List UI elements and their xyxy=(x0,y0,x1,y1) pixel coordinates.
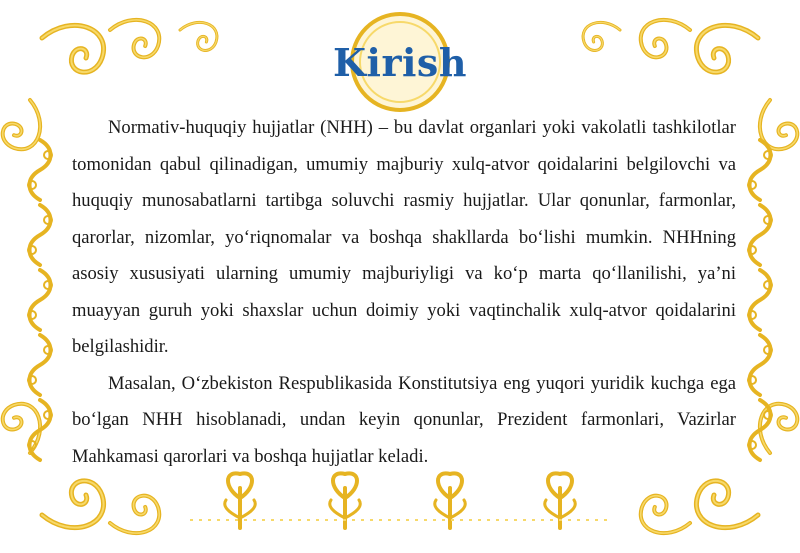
page-title: Kirish xyxy=(333,40,467,85)
body-text xyxy=(72,110,736,475)
paragraph-2: Masalan, O‘zbekiston Respublikasida Konstitutsiya eng yuqori yuridik kuchga ega bo‘lgan NHH hisoblanadi, undan keyin qonunlar, Prezident farmonlari, Vazirlar Mahkamasi qarorlari va boshqa hujjatlar keladi. xyxy=(72,372,736,467)
side-vine-right xyxy=(748,140,772,460)
bottom-flower-row xyxy=(190,473,610,528)
paragraph-1: Normativ-huquqiy hujjatlar (NHH) – bu davlat organlari yoki vakolatli tashkilotlar tomonidan qabul qilinadigan, umumiy majburiy xulq-atvor qoidalarini belgilovchi va huquqiy munosabatlarni tartibga soluvchi rasmiy hujjatlar. Ular qonunlar, farmonlar, qarorlar, nizomlar, yo‘riqnomalar va boshqa shakllarda bo‘lishi mumkin. NHHning asosiy xususiyati ularning umumiy majburiyligi va ko‘p marta qo‘llanilishi, ya’ni muayyan guruh yoki shaxslar uchun doimiy yoki vaqtinchalik xulq-atvor qoidalarini belgilashidir. xyxy=(72,117,736,357)
side-vine-left xyxy=(28,140,52,460)
